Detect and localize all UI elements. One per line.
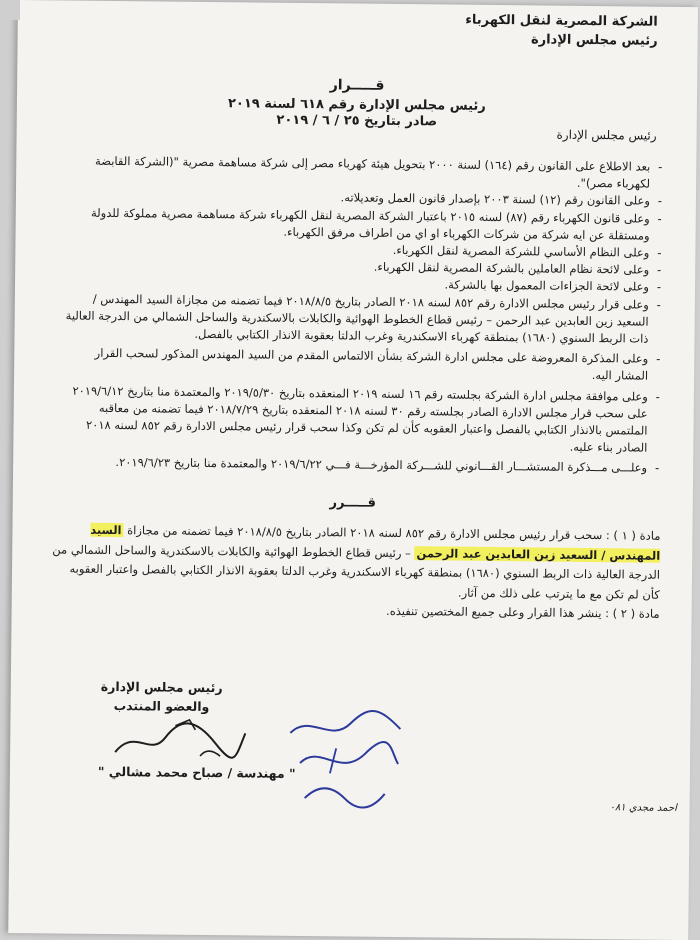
letterhead: [465, 11, 658, 51]
preamble-clause: - بعد الاطلاع على القانون رقم (١٦٤) لسنة ٢٠٠٠ بتحويل هيئة كهرباء مصر إلى شركة مساهمة مصرية "(الشركة القابضة لكهرباء مصر)".: [62, 152, 662, 193]
preamble-clause: - وعلى موافقة مجلس ادارة الشركة بجلسته رقم ١٦ لسنه ٢٠١٩ المنعقده بتاريخ ٢٠١٩/٥/٣٠ والمعتمدة منا بتاريخ ٢٠١٩/٦/١٢ على سحب قرار مجلس الادارة الصادر بجلسته رقم ٣٠ لسنه ٢٠١٨ المنعقده بتاريخ ٢٠١٨/٧/٢٩ فيما تضمنه من معاقبه الملتمس بالانذار الكتابي بالفصل واعتبار العقوبه كأن لم تكن وكذا سحب قرار رئيس مجلس الادارة رقم ٨٥٢ لسنه ٢٠١٨ الصادر بناء عليه.: [59, 382, 660, 457]
preamble-clauses: [59, 152, 662, 477]
articles: [50, 520, 661, 624]
document-page: [8, 0, 698, 940]
signatory-name: " مهندسة / صباح محمد مشالي ": [97, 763, 296, 781]
article-1-text-end: – رئيس قطاع الخطوط الهوائية والكابلات بالاسكندرية والساحل الشمالي من الدرجة العالية ذات الربط السنوي (١٦٨٠) بمنطقة كهرباء الاسكندرية وغرب الدلتا بعقوبة الانذار الكتابي بالفصل واعتبار العقوبه كأن لم تكن مع ما يترتب على ذلك من آثار.: [52, 541, 661, 602]
chairman-heading: رئيس مجلس الإدارة: [556, 127, 657, 143]
preamble-clause: - وعلى قرار رئيس مجلس الادارة رقم ٨٥٢ لسنه ٢٠١٨ الصادر بتاريخ ٢٠١٨/٨/٥ فيما تضمنه من مجازاة السيد المهندس / السعيد زين العابدين عبد الرحمن – رئيس قطاع الخطوط الهوائية والكابلات بالاسكندرية والساحل الشمالي من الدرجة العالية ذات الربط السنوي (١٦٨٠) بمنطقة كهرباء الاسكندرية وغرب الدلتا بعقوبة الانذار الكتابي بالفصل.: [60, 290, 661, 348]
article-2-text: ينشر هذا القرار وعلى جميع المختصين تنفيذه.: [386, 603, 602, 621]
handwritten-note: [279, 703, 410, 824]
company-name: الشركة المصرية لنقل الكهرباء: [465, 12, 658, 30]
office-name: رئيس مجلس الإدارة: [530, 32, 658, 49]
article-2-label: مادة ( ٢ ) :: [605, 606, 660, 621]
preamble-clause: - وعلى المذكرة المعروضة على مجلس ادارة الشركة بشأن الالتماس المقدم من السيد المهندس المذكور لسحب القرار المشار اليه.: [60, 345, 660, 386]
preamble-clause: - وعلى لائحة الجزاءات المعمول بها بالشركة.: [61, 273, 661, 296]
reference-note: احمد مجدي ٠٨١: [609, 802, 678, 814]
highlighted-name: السيد المهندس / السعيد زين العابدين عبد الرحمن: [90, 522, 661, 563]
signature-scribble: [105, 707, 256, 769]
decision-number-line: رئيس مجلس الإدارة رقم ٦١٨ لسنة ٢٠١٩: [227, 96, 486, 114]
preamble-clause: - وعلى النظام الأساسي للشركة المصرية لنقل الكهرباء.: [61, 238, 661, 261]
decision-date-line: صادر بتاريخ ٢٥ / ٦ / ٢٠١٩: [276, 112, 438, 130]
article-1-label: مادة ( ١ ) :: [605, 528, 661, 543]
preamble-clause: - وعلـــى مـــذكرة المستشـــار القـــانوني للشـــركة المؤرخـــة فـــي ٢٠١٩/٦/٢٢ والمعتمدة منا بتاريخ ٢٠١٩/٦/٢٣.: [59, 454, 659, 477]
preamble-clause: - وعلى لائحة نظام العاملين بالشركة المصرية لنقل الكهرباء.: [61, 256, 661, 279]
signature-subtitle: والعضو المنتدب: [113, 698, 210, 715]
preamble-clause: - وعلى القانون رقم (١٢) لسنة ٢٠٠٣ بإصدار قانون العمل وتعديلاته.: [62, 187, 662, 210]
article-1: [50, 520, 661, 604]
article-1-text-start: سحب قرار رئيس مجلس الادارة رقم ٨٥٢ لسنه ٢٠١٨ الصادر بتاريخ ٢٠١٨/٨/٥ فيما تضمنه من مجازاة: [127, 523, 603, 543]
page-corner-shadow: [0, 0, 20, 20]
decision-title: قـــــرار: [329, 77, 385, 94]
signature-title: رئيس مجلس الإدارة: [100, 678, 223, 696]
decided-heading: قـــــرر: [329, 495, 376, 511]
preamble-clause: - وعلى قانون الكهرباء رقم (٨٧) لسنه ٢٠١٥ باعتبار الشركة المصرية لنقل الكهرباء شركة مساهمة مصرية مملوكة للدولة ومستقلة عن ايه شركة من شركات الكهرباء او اي من اطراف مرفق الكهرباء.: [62, 204, 662, 245]
